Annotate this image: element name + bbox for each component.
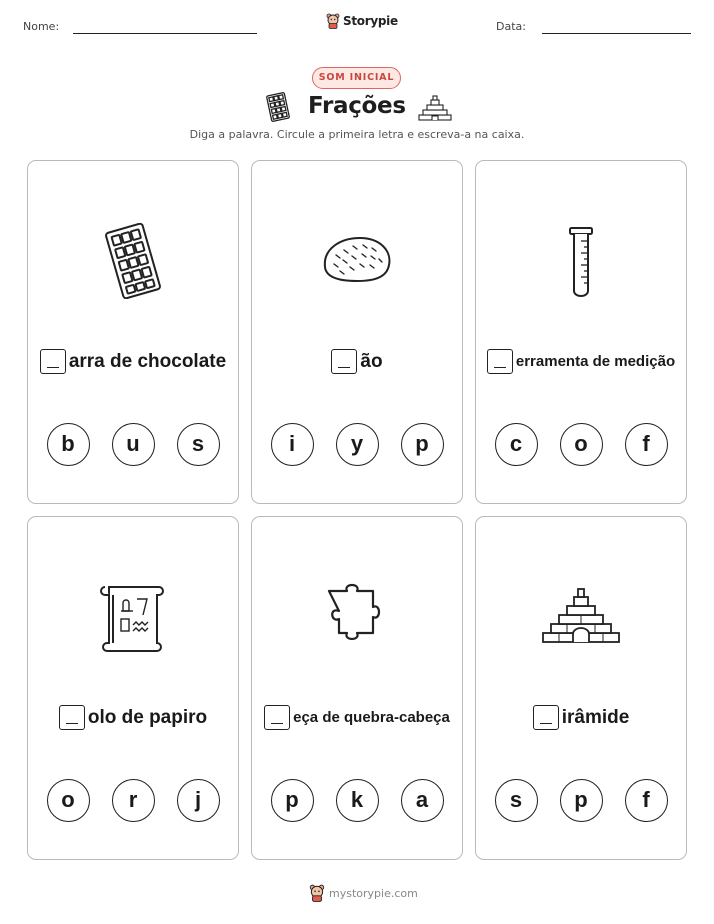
answer-box[interactable] — [487, 349, 513, 374]
measuring-cylinder-icon — [566, 225, 596, 297]
answer-box[interactable] — [59, 705, 85, 730]
pyramid-icon — [539, 585, 623, 645]
footer-url[interactable]: mystorypie.com — [329, 886, 418, 900]
chocolate-bar-icon — [265, 92, 291, 122]
choice-letter[interactable]: p — [560, 779, 603, 822]
choice-letter[interactable]: b — [47, 423, 90, 466]
word-fragment: olo de papiro — [87, 706, 208, 728]
brand-name: Storypie — [343, 14, 398, 28]
choice-letter[interactable]: s — [177, 423, 220, 466]
choice-letter[interactable]: o — [560, 423, 603, 466]
date-line[interactable] — [542, 33, 691, 34]
choice-letter[interactable]: u — [112, 423, 155, 466]
card-puzzle — [251, 516, 463, 860]
bear-mascot-icon — [309, 884, 325, 902]
word-fragment: irâmide — [561, 706, 630, 728]
choice-letter[interactable]: c — [495, 423, 538, 466]
chocolate-bar-icon — [100, 223, 166, 299]
card-measuring-tool — [475, 160, 687, 504]
choice-letter[interactable]: p — [401, 423, 444, 466]
bear-mascot-icon — [326, 13, 340, 29]
answer-box[interactable] — [40, 349, 66, 374]
card-chocolate-bar — [27, 160, 239, 504]
word-fragment: ão — [360, 350, 383, 372]
choice-letter[interactable]: p — [271, 779, 314, 822]
word-fragment: arra de chocolate — [68, 350, 227, 372]
choice-letter[interactable]: r — [112, 779, 155, 822]
footer — [309, 884, 418, 902]
instructions: Diga a palavra. Circule a primeira letra e escreva-a na caixa. — [189, 128, 525, 141]
date-label: Data: — [496, 20, 526, 33]
word-fragment: erramenta de medição — [515, 353, 676, 370]
page-title: Frações — [308, 93, 406, 119]
title-row — [0, 91, 714, 127]
choice-letter[interactable]: y — [336, 423, 379, 466]
brand-logo — [326, 13, 398, 29]
card-papyrus — [27, 516, 239, 860]
puzzle-piece-icon — [323, 583, 391, 649]
choice-letter[interactable]: f — [625, 423, 668, 466]
pyramid-icon — [417, 94, 453, 122]
choice-letter[interactable]: f — [625, 779, 668, 822]
category-badge: SOM INICIAL — [312, 67, 401, 89]
answer-box[interactable] — [533, 705, 559, 730]
choice-letter[interactable]: j — [177, 779, 220, 822]
card-pyramid — [475, 516, 687, 860]
papyrus-scroll-icon — [99, 581, 167, 653]
name-line[interactable] — [73, 33, 257, 34]
name-label: Nome: — [23, 20, 60, 33]
card-bread — [251, 160, 463, 504]
choice-letter[interactable]: o — [47, 779, 90, 822]
bread-icon — [320, 233, 394, 285]
answer-box[interactable] — [264, 705, 290, 730]
choice-letter[interactable]: s — [495, 779, 538, 822]
choice-letter[interactable]: k — [336, 779, 379, 822]
choice-letter[interactable]: i — [271, 423, 314, 466]
choice-letter[interactable]: a — [401, 779, 444, 822]
answer-box[interactable] — [331, 349, 357, 374]
word-fragment: eça de quebra-cabeça — [293, 709, 450, 726]
